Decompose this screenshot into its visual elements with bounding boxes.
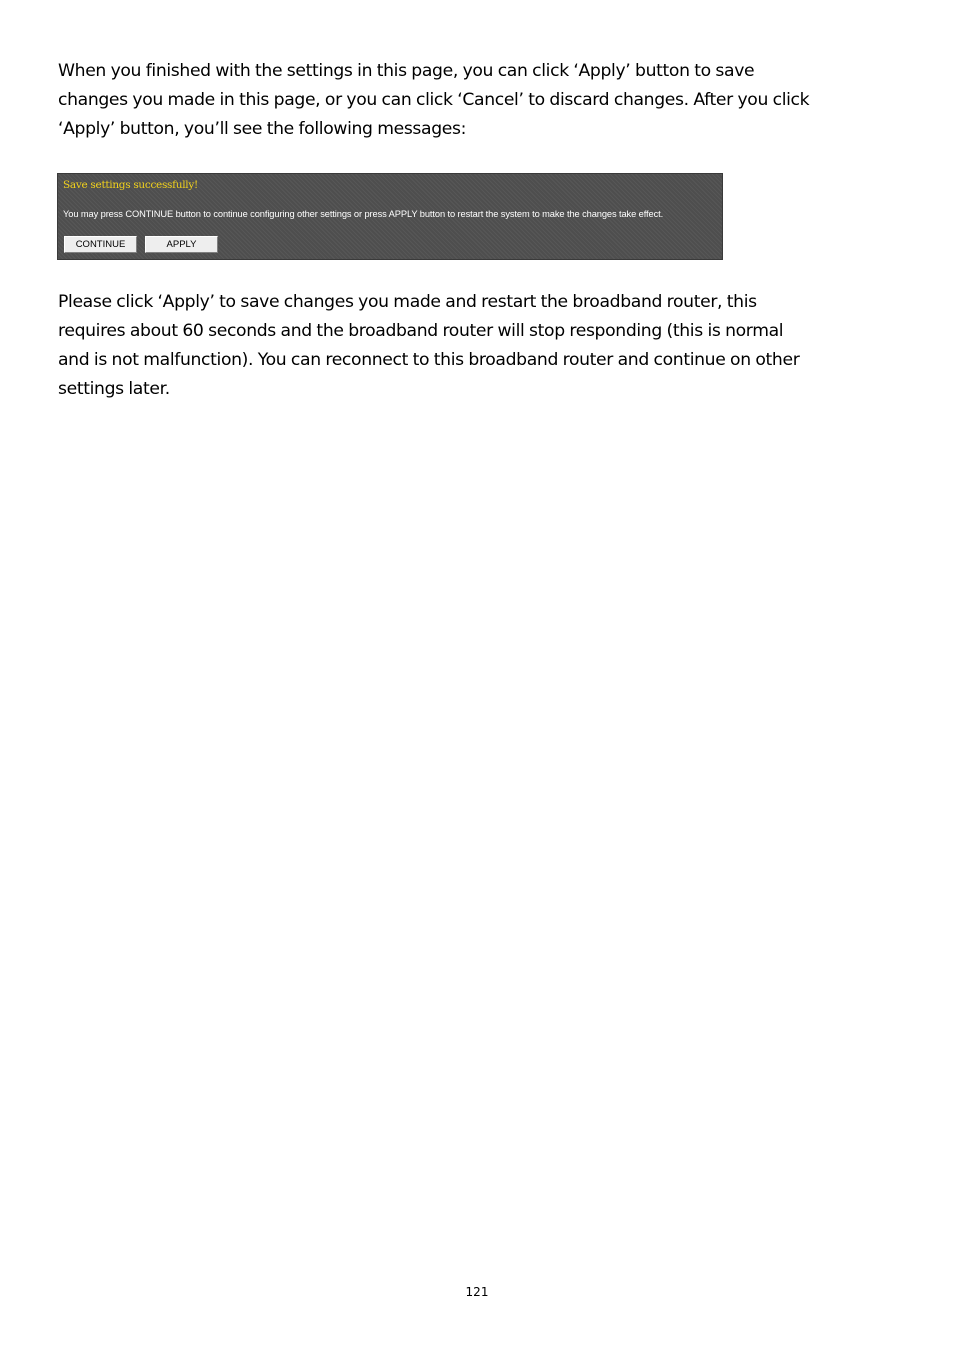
apply-button[interactable]: APPLY bbox=[145, 236, 218, 253]
page-number: 121 bbox=[465, 1285, 489, 1299]
instructions-line: Please click ‘Apply’ to save changes you made and restart the broadband router, this bbox=[58, 292, 757, 312]
save-success-title: Save settings successfully! bbox=[63, 179, 198, 191]
intro-paragraph bbox=[58, 57, 908, 144]
instructions-line: requires about 60 seconds and the broadband router will stop responding (this is normal bbox=[58, 321, 784, 341]
apply-instructions-paragraph bbox=[58, 288, 908, 404]
continue-button[interactable]: CONTINUE bbox=[64, 236, 137, 253]
instructions-line: settings later. bbox=[58, 379, 170, 399]
intro-line: ‘Apply’ button, you’ll see the following messages: bbox=[58, 119, 467, 139]
save-success-message: You may press CONTINUE button to continue configuring other settings or press APPLY button to restart the system to make the changes take effect. bbox=[63, 209, 664, 219]
intro-line: changes you made in this page, or you can click ‘Cancel’ to discard changes. After you click bbox=[58, 90, 810, 110]
instructions-line: and is not malfunction). You can reconnect to this broadband router and continue on other bbox=[58, 350, 800, 370]
intro-line: When you finished with the settings in this page, you can click ‘Apply’ button to save bbox=[58, 61, 755, 81]
save-settings-screenshot bbox=[57, 173, 723, 260]
